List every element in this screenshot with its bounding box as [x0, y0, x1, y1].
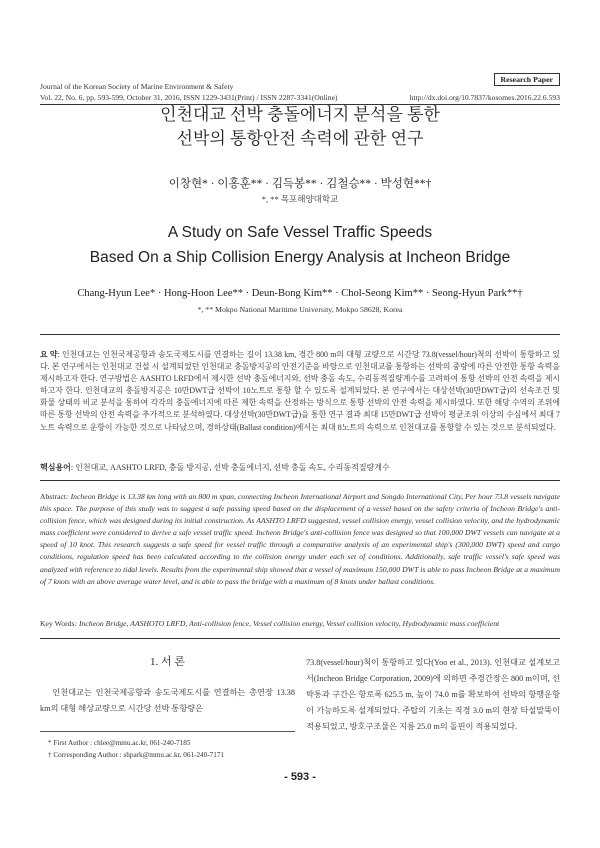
abstract-english — [40, 491, 560, 588]
title-korean-line2: 선박의 통항안전 속력에 관한 연구 — [176, 129, 424, 148]
abstract-english-label: Abstract — [40, 492, 67, 501]
keywords-english-text: : Incheon Bridge, AASHOTO LRFD, Anti-collision fence, Vessel collision energy, Vessel collision velocity, Hydrodynamic mass coefficient — [74, 619, 500, 628]
keywords-korean-label: 핵심용어 — [40, 463, 71, 472]
page-number: - 593 - — [284, 771, 316, 783]
title-english — [40, 220, 560, 270]
footnote-corresponding-author: † Corresponding Author : shpark@mmu.ac.kr, 061-240-7171 — [48, 751, 225, 759]
title-korean — [40, 103, 560, 151]
affiliation-korean: *, ** 목포해양대학교 — [261, 194, 339, 204]
keywords-korean — [40, 462, 560, 473]
abstract-korean-text: : 인천대교는 인천국제공항과 송도국제도시를 연결하는 길이 13.38 km, 경간 800 m의 대형 교량으로 시간당 73.8(vessel/hour)척의 선박이 통항하고 있다. 본 연구에서는 인천대교 건설 시 설계되었던 인천대교 충돌방지공의 안전기준을 바탕으로 인천대교를 통항하는 선박의 중량에 따른 안전한 통항 속력을 제시하고자 한다. 연구방법은 AASHTO LRFD에서 제시한 선박 충돌에너지와, 선박 충돌 속도, 수리동적질량계수를 고려하여 통항 선박의 안전 속력을 제시하고자 한다. 인천대교의 충돌방지공은 10만DWT급 선박이 10노트로 통항 할 수 있도록 설계되었다. 본 연구에서는 대상선박(30만DWT급)의 선속조건 및 화물 상태의 비교 분석을 통하여 각각의 충돌에너지에 따른 제한 속력을 산정하는 방식으로 통항 선박의 안전 속력을 제시하였다. 또한 해당 수역의 조위에 따른 통항 선박의 안전 속력을 추가적으로 분석하였다. 대상선박(30만DWT급)을 통한 연구 결과 최대 15만DWT급 선박이 평균조위 이상의 수심에서 최대 7노트 속력으로 운항이 가능한 것으로 나타났으며, 경하상태(Ballast condition)에서는 최대 8노트의 속력으로 인천대교를 통항할 수 있는 것으로 분석되었다. — [40, 350, 560, 432]
journal-name: Journal of the Korean Society of Marine Environment & Safety — [40, 82, 234, 91]
footnote-first-author: * First Author : chlee@mmu.ac.kr, 061-240-7185 — [48, 739, 191, 747]
authors-korean: 이창현* · 이홍훈** · 김득봉** · 김철승** · 박성현**† — [168, 178, 432, 190]
body-left-column: 인천대교는 인천국제공항과 송도국제도시를 연결하는 총연장 13.38 km의 대형 해상교량으로 시간당 선박 통항량은 — [40, 688, 295, 713]
abstract-korean-label: 요 약 — [40, 350, 58, 359]
authors-english: Chang-Hyun Lee* · Hong-Hoon Lee** · Deun-Bong Kim** · Chol-Seong Kim** · Seong-Hyun Park**† — [77, 288, 523, 299]
title-korean-line1: 인천대교 선박 충돌에너지 분석을 통한 — [160, 105, 440, 124]
keywords-rule — [40, 638, 560, 639]
abstract-english-text: : Incheon Bridge is 13.38 km long with an 800 m span, connecting Incheon International Airport and Songdo International City, Per hour 73.8 vessels navigate this space. The purpose of this study was to suggest a safe passing speed based on the displacement of a vessel based on the safety criteria of Incheon Bridge's anti-collision fence, which was designed during its initial construction. As AASHTO LRFD suggested, vessel collision energy, vessel collision velocity, and the hydrodynamic mass coefficient were considered to derive a safe vessel traffic speed. Incheon Bridge's anti-collision fence was designed so that 100,000 DWT vessels can navigate at a speed of 10 knot. This research suggests a safe speed for vessel traffic through a comparative analysis of an experimental ship's (300,000 DWT) speed and cargo conditions, regulation speed has been calculated according to the collision energy under each set of conditions. Additionally, safe traffic vessel's safe speed was analyzed with reference to tidal levels. Results from the experimental ship showed that a vessel of maximum 150,000 DWT is able to pass Incheon Bridge at a maximum of 7 knots with an above average water level, and is able to pass the bridge with a maximum of 8 knots under ballast conditions. — [40, 492, 560, 586]
footnotes — [48, 737, 224, 761]
journal-header — [40, 81, 560, 103]
keywords-english — [40, 619, 560, 628]
title-english-line1: A Study on Safe Vessel Traffic Speeds — [167, 224, 433, 241]
abstract-korean — [40, 349, 560, 434]
doi-link[interactable]: http://dx.doi.org/10.7837/kosomes.2016.22.6.593 — [409, 93, 560, 102]
keywords-korean-text: : 인천대교, AASHTO LRFD, 충돌 방지공, 선박 충돌에너지, 선박 충돌 속도, 수리동적질량계수 — [70, 463, 390, 472]
footnote-rule — [40, 731, 295, 732]
body-right-column: 73.8(vessel/hour)척이 통항하고 있다(Yoo et al., 2013). 인천대교 설계보고서(Incheon Bridge Corporation, 2009)에 의하면 주경간장은 800 m이며, 선박통과 구간은 항로폭 625.5 m, 높이 74.0 m를 확보하여 선박의 항행운항이 가능하도록 설계되었다. 주탑의 기초는 직경 3.0 m의 현장 타설말뚝이 적용되었고, 방호구조물은 지름 25.0 m의 돌핀이 적용되었다. — [306, 658, 560, 731]
abstract-divider — [40, 480, 560, 481]
title-rule — [40, 334, 560, 335]
volume-info: Vol. 22, No. 6, pp. 593-599, October 31, 2016, ISSN 1229-3431(Print) / ISSN 2287-3341(Online) — [40, 93, 338, 102]
section-heading-introduction: 1. 서 론 — [149, 656, 185, 668]
title-english-line2: Based On a Ship Collision Energy Analysis at Incheon Bridge — [89, 249, 511, 266]
keywords-english-label: Key Words — [40, 619, 75, 628]
research-paper-badge: Research Paper — [494, 73, 560, 86]
affiliation-english: *, ** Mokpo National Maritime University, Mokpo 58628, Korea — [197, 305, 403, 314]
